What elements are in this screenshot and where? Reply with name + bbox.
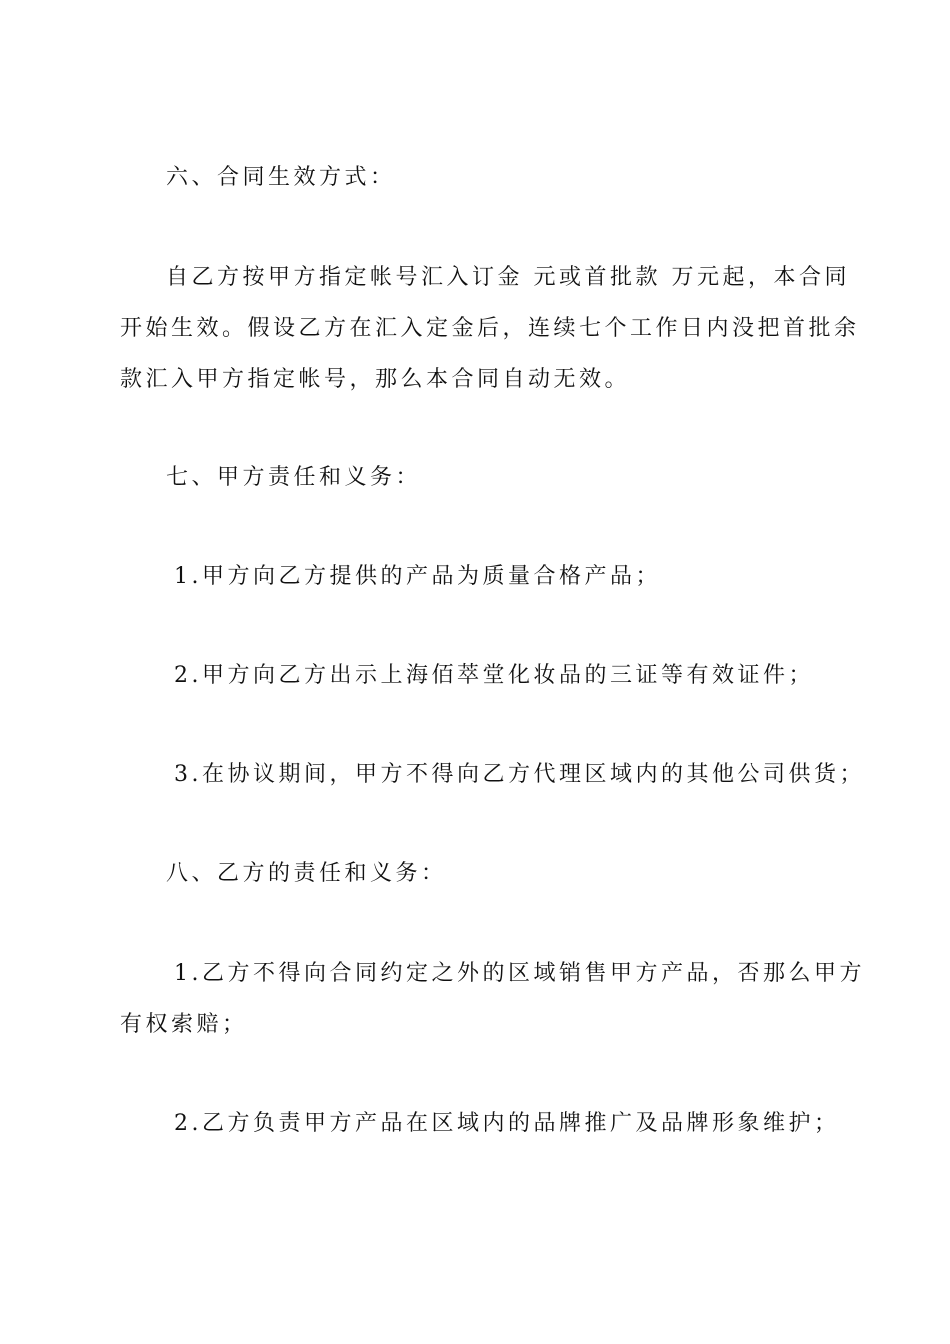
section-7-item-1: 1.甲方向乙方提供的产品为质量合格产品； (174, 564, 661, 589)
section-6-paragraph-line-1: 自乙方按甲方指定帐号汇入订金 元或首批款 万元起，本合同 (166, 265, 850, 290)
section-8-item-2: 2.乙方负责甲方产品在区域内的品牌推广及品牌形象维护； (174, 1111, 840, 1136)
section-6-paragraph-line-3: 款汇入甲方指定帐号，那么本合同自动无效。 (120, 367, 631, 392)
section-7-heading: 七、甲方责任和义务： (166, 465, 422, 490)
section-8-heading: 八、乙方的责任和义务： (166, 861, 447, 886)
section-8-item-1-line-2: 有权索赔； (120, 1012, 248, 1037)
section-6-paragraph-line-2: 开始生效。假设乙方在汇入定金后，连续七个工作日内没把首批余 (120, 316, 860, 341)
section-7-item-2: 2.甲方向乙方出示上海佰萃堂化妆品的三证等有效证件； (174, 663, 814, 688)
section-8-item-1-line-1: 1.乙方不得向合同约定之外的区域销售甲方产品，否那么甲方 (174, 961, 865, 986)
section-7-item-3: 3.在协议期间，甲方不得向乙方代理区域内的其他公司供货； (174, 762, 865, 787)
section-6-heading: 六、合同生效方式： (166, 165, 396, 190)
